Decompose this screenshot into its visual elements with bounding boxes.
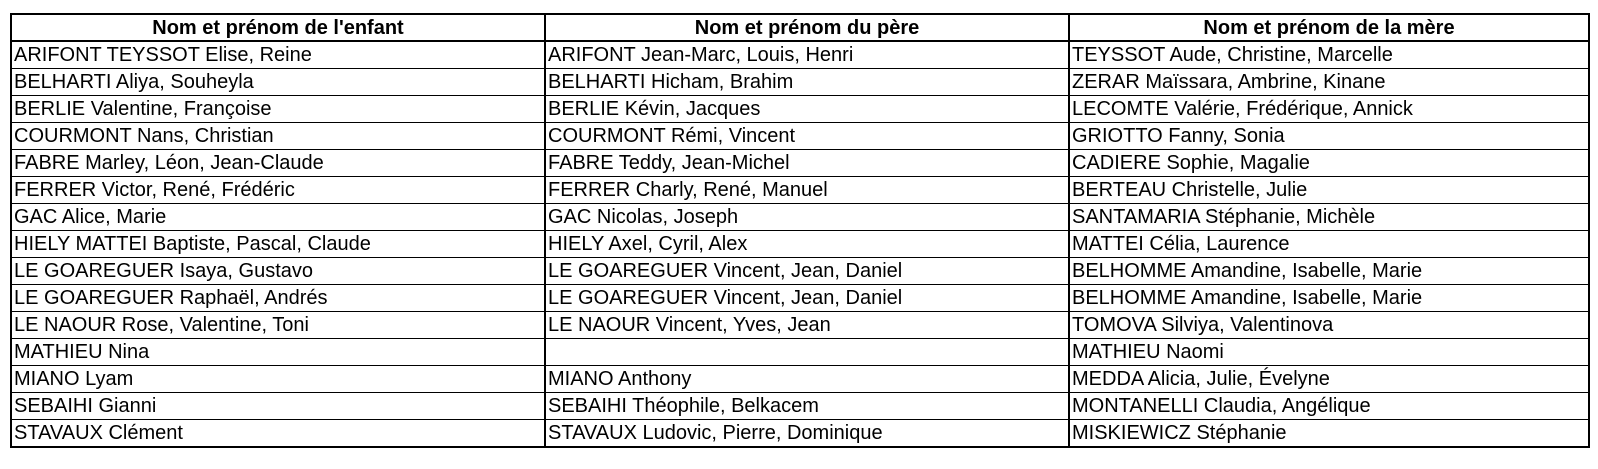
father-name-cell: GAC Nicolas, Joseph — [545, 204, 1069, 231]
mother-name-cell: CADIERE Sophie, Magalie — [1069, 150, 1589, 177]
birth-register-table-container — [10, 13, 1588, 447]
father-name-cell: STAVAUX Ludovic, Pierre, Dominique — [545, 420, 1069, 448]
table-row — [11, 420, 1589, 448]
father-name-cell: ARIFONT Jean-Marc, Louis, Henri — [545, 41, 1069, 69]
mother-name-cell: ZERAR Maïssara, Ambrine, Kinane — [1069, 69, 1589, 96]
father-name-cell: SEBAIHI Théophile, Belkacem — [545, 393, 1069, 420]
child-name-cell: ARIFONT TEYSSOT Elise, Reine — [11, 41, 545, 69]
father-name-cell: FABRE Teddy, Jean-Michel — [545, 150, 1069, 177]
mother-name-cell: BELHOMME Amandine, Isabelle, Marie — [1069, 258, 1589, 285]
father-name-cell: COURMONT Rémi, Vincent — [545, 123, 1069, 150]
child-name-cell: BELHARTI Aliya, Souheyla — [11, 69, 545, 96]
table-row — [11, 393, 1589, 420]
table-row — [11, 258, 1589, 285]
table-row — [11, 123, 1589, 150]
child-name-cell: SEBAIHI Gianni — [11, 393, 545, 420]
table-row — [11, 285, 1589, 312]
child-name-cell: MATHIEU Nina — [11, 339, 545, 366]
header-child-name: Nom et prénom de l'enfant — [11, 14, 545, 41]
father-name-cell — [545, 339, 1069, 366]
table-row — [11, 69, 1589, 96]
child-name-cell: STAVAUX Clément — [11, 420, 545, 448]
mother-name-cell: TOMOVA Silviya, Valentinova — [1069, 312, 1589, 339]
table-header-row — [11, 14, 1589, 41]
table-row — [11, 96, 1589, 123]
mother-name-cell: LECOMTE Valérie, Frédérique, Annick — [1069, 96, 1589, 123]
table-row — [11, 150, 1589, 177]
mother-name-cell: GRIOTTO Fanny, Sonia — [1069, 123, 1589, 150]
header-mother-name: Nom et prénom de la mère — [1069, 14, 1589, 41]
child-name-cell: HIELY MATTEI Baptiste, Pascal, Claude — [11, 231, 545, 258]
father-name-cell: MIANO Anthony — [545, 366, 1069, 393]
birth-register-table — [10, 13, 1590, 448]
mother-name-cell: BELHOMME Amandine, Isabelle, Marie — [1069, 285, 1589, 312]
father-name-cell: HIELY Axel, Cyril, Alex — [545, 231, 1069, 258]
mother-name-cell: MISKIEWICZ Stéphanie — [1069, 420, 1589, 448]
child-name-cell: FABRE Marley, Léon, Jean-Claude — [11, 150, 545, 177]
mother-name-cell: SANTAMARIA Stéphanie, Michèle — [1069, 204, 1589, 231]
child-name-cell: LE GOAREGUER Raphaël, Andrés — [11, 285, 545, 312]
father-name-cell: BERLIE Kévin, Jacques — [545, 96, 1069, 123]
table-row — [11, 177, 1589, 204]
father-name-cell: LE GOAREGUER Vincent, Jean, Daniel — [545, 258, 1069, 285]
child-name-cell: LE NAOUR Rose, Valentine, Toni — [11, 312, 545, 339]
table-body — [11, 41, 1589, 447]
table-row — [11, 41, 1589, 69]
mother-name-cell: TEYSSOT Aude, Christine, Marcelle — [1069, 41, 1589, 69]
table-row — [11, 204, 1589, 231]
table-row — [11, 366, 1589, 393]
mother-name-cell: MEDDA Alicia, Julie, Évelyne — [1069, 366, 1589, 393]
father-name-cell: FERRER Charly, René, Manuel — [545, 177, 1069, 204]
mother-name-cell: MATTEI Célia, Laurence — [1069, 231, 1589, 258]
mother-name-cell: MONTANELLI Claudia, Angélique — [1069, 393, 1589, 420]
header-father-name: Nom et prénom du père — [545, 14, 1069, 41]
father-name-cell: LE GOAREGUER Vincent, Jean, Daniel — [545, 285, 1069, 312]
mother-name-cell: BERTEAU Christelle, Julie — [1069, 177, 1589, 204]
table-row — [11, 231, 1589, 258]
table-row — [11, 339, 1589, 366]
child-name-cell: COURMONT Nans, Christian — [11, 123, 545, 150]
child-name-cell: FERRER Victor, René, Frédéric — [11, 177, 545, 204]
table-row — [11, 312, 1589, 339]
father-name-cell: LE NAOUR Vincent, Yves, Jean — [545, 312, 1069, 339]
mother-name-cell: MATHIEU Naomi — [1069, 339, 1589, 366]
child-name-cell: MIANO Lyam — [11, 366, 545, 393]
child-name-cell: BERLIE Valentine, Françoise — [11, 96, 545, 123]
child-name-cell: GAC Alice, Marie — [11, 204, 545, 231]
child-name-cell: LE GOAREGUER Isaya, Gustavo — [11, 258, 545, 285]
father-name-cell: BELHARTI Hicham, Brahim — [545, 69, 1069, 96]
